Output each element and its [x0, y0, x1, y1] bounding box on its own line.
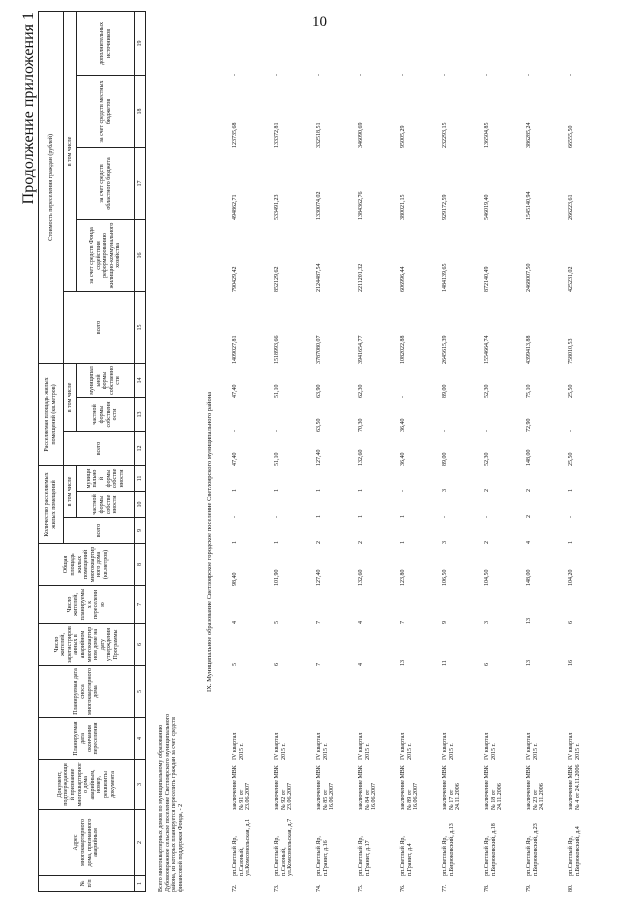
cell-c14: 63,90	[316, 384, 322, 398]
cell-c18: 346090,69	[358, 122, 364, 148]
cell-c9: 1	[274, 541, 280, 544]
cell-c11: 1	[274, 489, 280, 492]
cell-c7: 13	[526, 618, 532, 624]
cell-c10: -	[484, 516, 490, 518]
cell-c11: 3	[442, 489, 448, 492]
cell-c13: 70,30	[358, 418, 364, 432]
cell-c18: 232293,15	[442, 122, 448, 148]
cell-doc: заключение МВК № 23 от 24.11.2006	[526, 765, 546, 810]
header-cost-extra: дополнительных источников	[77, 11, 135, 75]
cell-c16: 425231,02	[568, 266, 574, 292]
cell-c9: 2	[316, 541, 322, 544]
cell-doc: заключение МВК № 17 от 24.11.2006	[442, 765, 462, 810]
cell-c17: 1384362,76	[358, 191, 364, 220]
header-cost-total: всего	[64, 291, 135, 363]
col-number: 7	[135, 586, 146, 624]
cell-c18: 332518,51	[316, 122, 322, 148]
header-end-date: Планируемая дата окончания переселения	[39, 718, 135, 760]
cell-c10: 2	[526, 515, 532, 518]
cell-c17: 1545140,94	[526, 191, 532, 220]
cell-n: 77.	[442, 884, 448, 892]
table-row	[274, 12, 312, 892]
col-number: 5	[135, 666, 146, 718]
cell-c18: 66555,50	[568, 125, 574, 148]
cell-c14: 52,30	[484, 384, 490, 398]
municipality-title: IX. Муниципальное образование Светлоярское городское поселение Светлоярского муниципального района	[206, 391, 213, 692]
cell-n: 80.	[568, 884, 574, 892]
cell-doc: заключение МВК № 85 от 16.06.2007	[316, 765, 336, 810]
cell-c10: -	[442, 516, 448, 518]
cell-end: IV квартал 2015 г.	[442, 732, 455, 760]
cell-c6: 7	[316, 663, 322, 666]
cell-c7: 7	[400, 621, 406, 624]
cell-c12: 127,40	[316, 449, 322, 466]
cell-c7: 3	[484, 621, 490, 624]
cell-addr: рп.Светлый Яр, п.Бирюковский, д.13	[442, 823, 455, 876]
cell-c17: 380021,15	[400, 194, 406, 220]
cell-addr: рп.Светлый Яр, п.Сазоный, ул.Комсомольская, д.1	[232, 818, 252, 876]
cell-c16: 2124487,54	[316, 263, 322, 292]
cell-doc: заключение МВК № 89 от 16.06.2007	[400, 765, 420, 810]
cell-c19: -	[526, 74, 532, 76]
cell-c13: 36,40	[400, 418, 406, 432]
header-rooms-group: Количество расселяемых жилых помещений	[39, 466, 64, 544]
cell-c17: 929172,59	[442, 194, 448, 220]
cell-c6: 16	[568, 660, 574, 666]
cell-end: IV квартал 2015 г.	[358, 732, 371, 760]
col-number: 14	[135, 363, 146, 397]
cell-c17: 494862,71	[232, 194, 238, 220]
cell-c6: 11	[442, 660, 448, 666]
cell-c8: 148,00	[526, 569, 532, 586]
col-number: 8	[135, 544, 146, 586]
col-number: 15	[135, 291, 146, 363]
col-number: 6	[135, 624, 146, 666]
header-cost-regional: за счет средств областного бюджета	[77, 147, 135, 219]
header-rooms-private: частной формы собственности	[77, 492, 135, 518]
cell-doc: заключение МВК № 4 от 24.11.2006	[568, 764, 581, 810]
table-row	[358, 12, 396, 892]
cell-c18: 386285,24	[526, 122, 532, 148]
header-number-row	[135, 11, 146, 891]
cell-c11: 1	[316, 489, 322, 492]
cell-c11: 2	[484, 489, 490, 492]
cell-doc: заключение МВК № 91 от 23.06.2007	[232, 765, 252, 810]
cell-addr: рп.Светлый Яр, п.Сазоный, ул.Комсомольская, д.7	[274, 818, 294, 876]
cell-n: 73.	[274, 884, 280, 892]
cell-end: IV квартал 2015 г.	[232, 732, 245, 760]
table-row	[484, 12, 522, 892]
header-cost-group: Стоимость переселения граждан (рублей)	[39, 11, 64, 363]
cell-c18: 123735,68	[232, 122, 238, 148]
col-number: 18	[135, 75, 146, 147]
header-area-total: всего	[64, 432, 135, 466]
cell-c6: 5	[232, 663, 238, 666]
cell-end: IV квартал 2015 г.	[568, 732, 581, 760]
cell-c12: 89,00	[442, 452, 448, 466]
cell-c10: 1	[400, 515, 406, 518]
cell-c8: 98,40	[232, 572, 238, 586]
col-number: 16	[135, 219, 146, 291]
page-number: 10	[312, 14, 327, 30]
cell-c19: -	[316, 74, 322, 76]
cell-c9: 4	[526, 541, 532, 544]
cell-c18: 133372,81	[274, 122, 280, 148]
cell-c12: 132,60	[358, 449, 364, 466]
cell-c13: 63,50	[316, 418, 322, 432]
cell-n: 76.	[400, 884, 406, 892]
cell-c16: 852129,62	[274, 266, 280, 292]
cell-c18: 95005,29	[400, 125, 406, 148]
cell-doc: заключение МВК № 92 от 23.06.2007	[274, 765, 294, 810]
continuation-title: Продолжение приложения 1	[20, 12, 37, 205]
cell-c14: 75,10	[526, 384, 532, 398]
header-area-municipal: муниципальной формы собственности	[77, 363, 135, 397]
cell-c12: 36,40	[400, 452, 406, 466]
cell-c8: 104,50	[484, 569, 490, 586]
cell-end: IV квартал 2015 г.	[400, 732, 413, 760]
cell-c15: 3941654,77	[358, 335, 364, 364]
cell-c19: -	[358, 74, 364, 76]
header-residents: Число жителей, зарегистрированных в аварийном многоквартирном доме на дату утверждения Программы	[39, 624, 135, 666]
cell-c8: 123,80	[400, 569, 406, 586]
cell-c15: 758010,53	[568, 338, 574, 364]
cell-c9: 2	[484, 541, 490, 544]
col-number: 1	[135, 876, 146, 892]
cell-c8: 104,20	[568, 569, 574, 586]
cell-c19: -	[442, 74, 448, 76]
cell-c10: -	[568, 516, 574, 518]
cell-c7: 9	[442, 621, 448, 624]
col-number: 12	[135, 432, 146, 466]
cell-c19: -	[568, 74, 574, 76]
header-total-area: Общая площадь жилых помещений многоквартирного дома (кв.метров)	[39, 544, 135, 586]
cell-c16: 2468007,50	[526, 263, 532, 292]
col-number: 17	[135, 147, 146, 219]
cell-n: 74.	[316, 884, 322, 892]
cell-c8: 101,90	[274, 569, 280, 586]
cell-c6: 13	[526, 660, 532, 666]
cell-c16: 872140,49	[484, 266, 490, 292]
cell-c16: 1484139,65	[442, 263, 448, 292]
cell-c14: -	[400, 396, 406, 398]
cell-c8: 127,40	[316, 569, 322, 586]
cell-c11: -	[400, 490, 406, 492]
col-number: 4	[135, 718, 146, 760]
header-area-group: Расселяемая площадь жилых помещений (кв.метров)	[39, 363, 64, 465]
cell-c13: 72,90	[526, 418, 532, 432]
summary-label: Всего многоквартирных домов по муниципальному образованию Дубовоовражное сельское поселение Светлоярского муниципального района, из которых планируется переселить граждан за счет средств финансовой поддержки Фонда, - 2	[158, 713, 184, 892]
cell-c8: 106,50	[442, 569, 448, 586]
header-rooms-in-that: в том числе	[64, 466, 77, 518]
cell-c10: 1	[358, 515, 364, 518]
cell-c15: 1554664,74	[484, 335, 490, 364]
cell-c17: 546019,40	[484, 194, 490, 220]
cell-c13: -	[484, 430, 490, 432]
cell-addr: рп.Светлый Яр, п.Бирюковский, д.23	[526, 823, 539, 876]
cell-c12: 51,10	[274, 452, 280, 466]
cell-c14: 25,50	[568, 384, 574, 398]
cell-c14: 89,00	[442, 384, 448, 398]
cell-c13: -	[568, 430, 574, 432]
cell-c11: 1	[358, 489, 364, 492]
header-table	[38, 11, 146, 892]
cell-c17: 533491,23	[274, 194, 280, 220]
header-no: № п/п	[39, 876, 135, 892]
table-row	[526, 12, 564, 892]
cell-c15: 1518993,66	[274, 335, 280, 364]
cell-c7: 4	[358, 621, 364, 624]
cell-c13: -	[442, 430, 448, 432]
cell-c9: 1	[400, 541, 406, 544]
table-row	[442, 12, 480, 892]
cell-c11: 1	[232, 489, 238, 492]
header-demolition-date: Планируемая дата сноса многоквартирного дома	[39, 666, 135, 718]
header-cost-local: за счет средств местных бюджетов	[77, 75, 135, 147]
header-cost-in-that: в том числе	[64, 11, 77, 291]
header-relocated: Число жителей, планируемых к переселению	[39, 586, 135, 624]
col-number: 19	[135, 11, 146, 75]
cell-c19: -	[274, 74, 280, 76]
cell-c6: 6	[484, 663, 490, 666]
cell-c6: 6	[274, 663, 280, 666]
cell-doc: заключение МВК № 84 от 16.06.2007	[358, 765, 378, 810]
cell-c7: 5	[274, 621, 280, 624]
col-number: 11	[135, 466, 146, 492]
table-row	[232, 12, 270, 892]
cell-end: IV квартал 2015 г.	[274, 732, 287, 760]
cell-c13: -	[274, 430, 280, 432]
cell-c17: 1330074,02	[316, 191, 322, 220]
cell-c9: 1	[568, 541, 574, 544]
cell-c12: 25,50	[568, 452, 574, 466]
cell-doc: заключение МВК № 18 от 24.11.2006	[484, 765, 504, 810]
cell-c9: 1	[232, 541, 238, 544]
header-cost-fund: за счет средств Фонда содействия реформированию жилищно-коммунального хозяйства	[77, 219, 135, 291]
cell-end: IV квартал 2015 г.	[316, 732, 329, 760]
cell-c14: 62,30	[358, 384, 364, 398]
header-area-in-that: в том числе	[64, 363, 77, 431]
table-row	[316, 12, 354, 892]
cell-c10: 1	[316, 515, 322, 518]
cell-c14: 47,40	[232, 384, 238, 398]
cell-c15: 3787080,07	[316, 335, 322, 364]
col-number: 3	[135, 760, 146, 810]
header-rooms-total: всего	[64, 518, 135, 544]
cell-c10: -	[232, 516, 238, 518]
cell-c14: 51,10	[274, 384, 280, 398]
table-row	[400, 12, 438, 892]
cell-n: 79.	[526, 884, 532, 892]
cell-c19: -	[484, 74, 490, 76]
rotated-sheet	[20, 12, 620, 892]
cell-c16: 606996,44	[400, 266, 406, 292]
cell-addr: рп.Светлый Яр, п.Гранит, д.16	[316, 836, 329, 876]
cell-n: 72.	[232, 884, 238, 892]
cell-n: 75.	[358, 884, 364, 892]
table-row	[568, 12, 606, 892]
col-number: 13	[135, 398, 146, 432]
cell-c18: 136504,85	[484, 122, 490, 148]
header-document: Документ, подтверждающий признание многоквартирного дома аварийным, номер, реквизиты документа	[39, 760, 135, 810]
col-number: 9	[135, 518, 146, 544]
cell-c15: 1409027,81	[232, 335, 238, 364]
cell-c12: 47,40	[232, 452, 238, 466]
col-number: 10	[135, 492, 146, 518]
cell-c16: 2211201,32	[358, 263, 364, 292]
header-address: Адрес многоквартирного дома, признанного аварийным	[39, 810, 135, 876]
cell-c9: 3	[442, 541, 448, 544]
cell-addr: рп.Светлый Яр, п.Гранит, д.17	[358, 836, 371, 876]
cell-c15: 1082022,88	[400, 335, 406, 364]
cell-c11: 2	[526, 489, 532, 492]
cell-c7: 4	[232, 621, 238, 624]
cell-c11: 1	[568, 489, 574, 492]
cell-c17: 266223,61	[568, 194, 574, 220]
cell-c19: -	[400, 74, 406, 76]
cell-end: IV квартал 2015 г.	[526, 732, 539, 760]
cell-c6: 13	[400, 660, 406, 666]
cell-c15: 4399413,88	[526, 335, 532, 364]
cell-c15: 2645615,39	[442, 335, 448, 364]
col-number: 2	[135, 810, 146, 876]
cell-c12: 148,00	[526, 449, 532, 466]
cell-c7: 6	[568, 621, 574, 624]
cell-c9: 2	[358, 541, 364, 544]
cell-c8: 132,60	[358, 569, 364, 586]
cell-c12: 52,30	[484, 452, 490, 466]
header-area-private: частной формы собственности	[77, 398, 135, 432]
cell-c16: 790429,42	[232, 266, 238, 292]
cell-addr: рп.Светлый Яр, п.Гранит, д.4	[400, 836, 413, 876]
header-rooms-municipal: муниципальной формы собственности	[77, 466, 135, 492]
cell-addr: рп.Светлый Яр, п.Бирюковский, д.4	[568, 826, 581, 876]
cell-end: IV квартал 2015 г.	[484, 732, 497, 760]
cell-addr: рп.Светлый Яр, п.Бирюковский, д.18	[484, 823, 497, 876]
cell-c10: -	[274, 516, 280, 518]
cell-c13: -	[232, 430, 238, 432]
cell-c7: 7	[316, 621, 322, 624]
cell-c19: -	[232, 74, 238, 76]
cell-n: 78.	[484, 884, 490, 892]
cell-c6: 4	[358, 663, 364, 666]
